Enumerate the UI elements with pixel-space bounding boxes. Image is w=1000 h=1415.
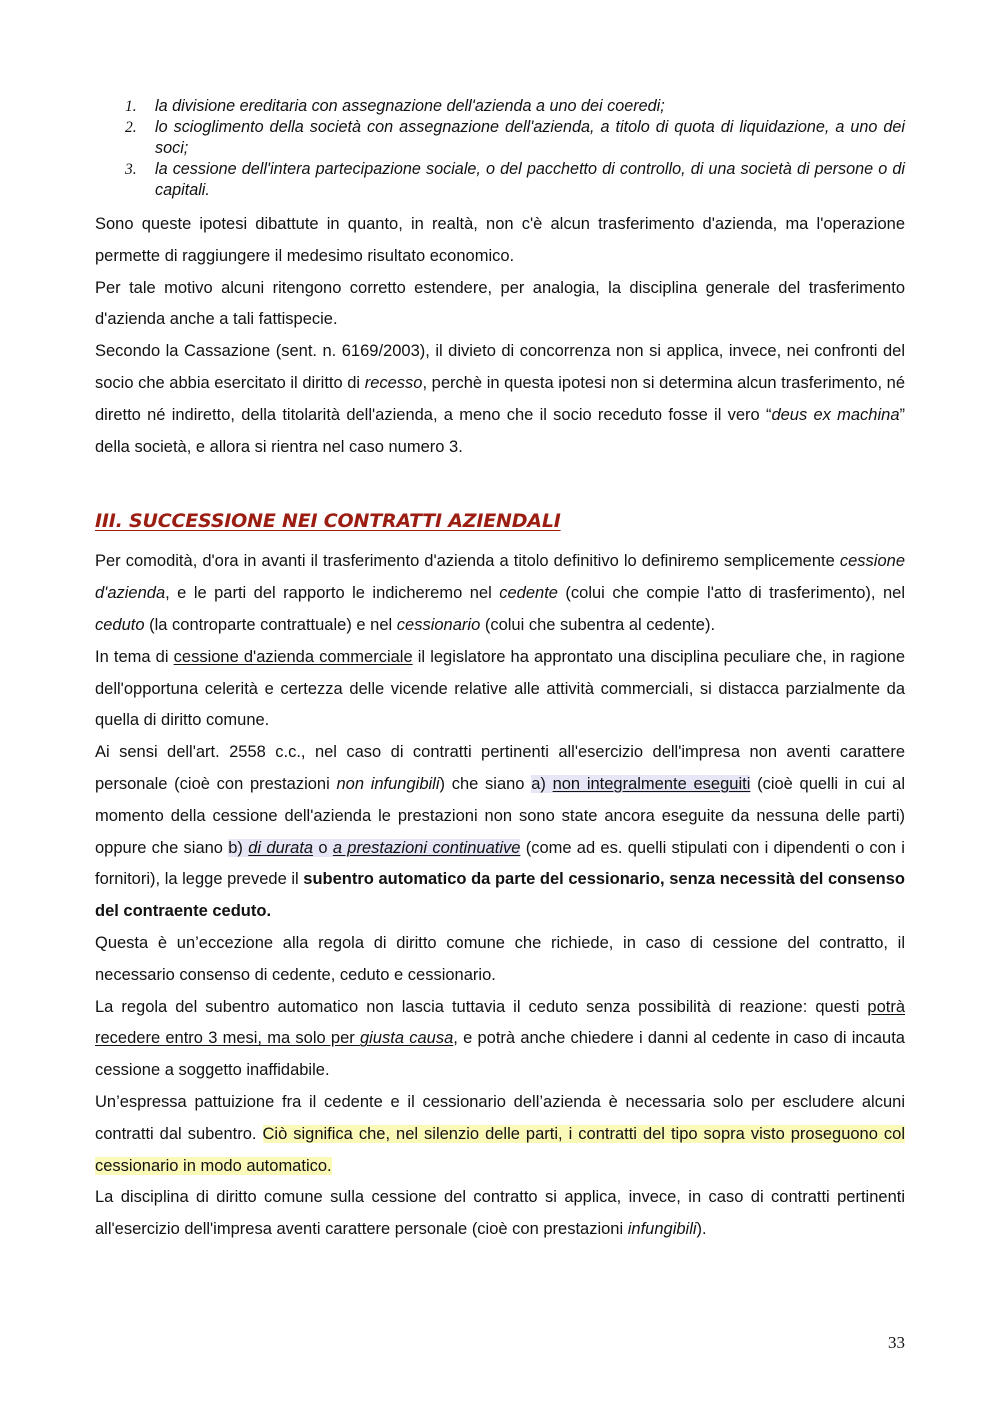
page-content xyxy=(95,96,905,1246)
highlighted-text: non integralmente eseguiti xyxy=(552,774,751,793)
list-text: la cessione dell'intera partecipazione sociale, o del pacchetto di controllo, di una società di persone o di capitali. xyxy=(155,160,905,199)
paragraph: La regola del subentro automatico non lascia tuttavia il ceduto senza possibilità di reazione: questi potrà recedere entro 3 mesi, ma solo per giusta causa, e potrà anche chiedere i danni al cedente in caso di incauta cessione a soggetto inaffidabile. xyxy=(95,997,905,1080)
paragraph: Ai sensi dell'art. 2558 c.c., nel caso di contratti pertinenti all'esercizio dell'impresa non aventi carattere personale (cioè con prestazioni non infungibili) che siano a) non integralmente eseguiti (cioè quelli in cui al momento della cessione dell'azienda le prestazioni non sono state ancora eseguite da nessuna delle parti) oppure che siano b) di durata o a prestazioni continuative (come ad es. quelli stipulati con i dipendenti o con i fornitori), la legge prevede il subentro automatico da parte del cessionario, senza necessità del consenso del contraente ceduto. xyxy=(95,743,905,921)
paragraph: Sono queste ipotesi dibattute in quanto, in realtà, non c'è alcun trasferimento d'azienda, ma l'operazione permette di raggiungere il medesimo risultato economico. xyxy=(95,215,905,265)
paragraph: Per comodità, d'ora in avanti il trasferimento d'azienda a titolo definitivo lo definiremo semplicemente cessione d'azienda, e le parti del rapporto le indicheremo nel cedente (colui che compie l'atto di trasferimento), nel ceduto (la controparte contrattuale) e nel cessionario (colui che subentra al cedente). xyxy=(95,552,905,634)
highlighted-text: Ciò significa che, nel silenzio delle parti, i contratti del tipo sopra visto proseguono col cessionario in modo automatico. xyxy=(95,1124,905,1175)
paragraph: Un’espressa pattuizione fra il cedente e il cessionario dell’azienda è necessaria solo per escludere alcuni contratti dal subentro. Ciò significa che, nel silenzio delle parti, i contratti del tipo sopra visto proseguono col cessionario in modo automatico. xyxy=(95,1092,905,1175)
numbered-list xyxy=(95,96,905,201)
list-item xyxy=(95,159,905,201)
list-item xyxy=(95,96,905,117)
list-item xyxy=(95,117,905,159)
section-heading: III. SUCCESSIONE NEI CONTRATTI AZIENDALI xyxy=(95,510,561,533)
page-number: 33 xyxy=(888,1333,905,1352)
list-number: 1. xyxy=(125,98,137,115)
paragraph: Per tale motivo alcuni ritengono corretto estendere, per analogia, la disciplina generale del trasferimento d'azienda anche a tali fattispecie. xyxy=(95,278,905,329)
paragraph: In tema di cessione d'azienda commerciale il legislatore ha approntato una disciplina peculiare che, in ragione dell'opportuna celerità e certezza delle vicende relative alle attività commerciali, si distacca parzialmente da quella di diritto comune. xyxy=(95,647,905,730)
list-text: lo scioglimento della società con assegnazione dell'azienda, a titolo di quota di liquidazione, a uno dei soci; xyxy=(155,118,905,157)
list-text: la divisione ereditaria con assegnazione dell'azienda a uno dei coeredi; xyxy=(155,97,665,115)
paragraph: Questa è un’eccezione alla regola di diritto comune che richiede, in caso di cessione del contratto, il necessario consenso di cedente, ceduto e cessionario. xyxy=(95,933,905,984)
paragraph: La disciplina di diritto comune sulla cessione del contratto si applica, invece, in caso di contratti pertinenti all'esercizio dell'impresa aventi carattere personale (cioè con prestazioni infungibili). xyxy=(95,1188,905,1239)
list-number: 2. xyxy=(125,119,137,136)
paragraph: Secondo la Cassazione (sent. n. 6169/2003), il divieto di concorrenza non si applica, invece, nei confronti del socio che abbia esercitato il diritto di recesso, perchè in questa ipotesi non si determina alcun trasferimento, né diretto né indiretto, della titolarità dell'azienda, a meno che il socio receduto fosse il vero “deus ex machina” della società, e allora si rientra nel caso numero 3. xyxy=(95,342,905,456)
list-number: 3. xyxy=(125,161,137,178)
